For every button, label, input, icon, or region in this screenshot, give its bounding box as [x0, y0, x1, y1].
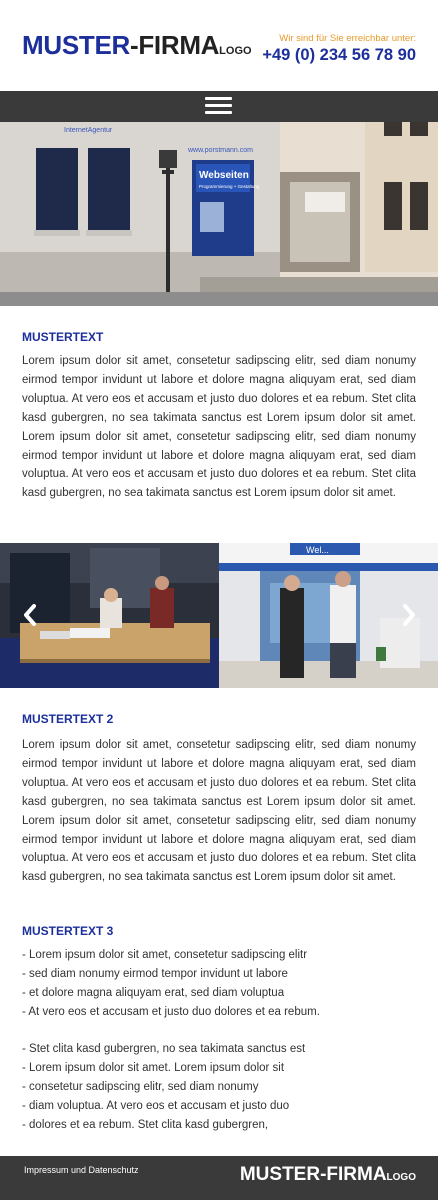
section3-list-1 — [22, 946, 416, 1022]
section3-list-2 — [22, 1040, 416, 1135]
phone-number[interactable]: +49 (0) 234 56 78 90 — [262, 46, 416, 64]
gallery-next-button[interactable] — [396, 600, 422, 630]
list-item: - Stet clita kasd gubergren, no sea takimata sanctus est — [22, 1040, 416, 1059]
section1-text: Lorem ipsum dolor sit amet, consetetur sadipscing elitr, sed diam nonumy eirmod tempor invidunt ut labore et dolore magna aliquyam erat, sed diam voluptua. At vero eos et accusam et justo duo dolores et ea rebum. Stet clita kasd gubergren, no sea takimata sanctus est Lorem ipsum dolor sit amet. Lorem ipsum dolor sit amet, consetetur sadipscing elitr, sed diam nonumy eirmod tempor invidunt ut labore et dolore magna aliquyam erat, sed diam voluptua. At vero eos et accusam et justo duo dolores et ea rebum. Stet clita kasd gubergren, no sea takimata sanctus est Lorem ipsum dolor sit amet. — [22, 355, 416, 500]
contact-info — [262, 33, 416, 65]
logo-part-muster: MUSTER — [22, 30, 130, 60]
logo-suffix: LOGO — [219, 45, 252, 57]
list-item: - Lorem ipsum dolor sit amet, consetetur sadipscing elitr — [22, 946, 416, 965]
imprint-link[interactable]: Impressum und Datenschutz — [24, 1165, 139, 1175]
section3-heading: MUSTERTEXT 3 — [22, 924, 114, 938]
footer-logo-text: MUSTER-FIRMA — [239, 1164, 387, 1185]
list-item: - diam voluptua. At vero eos et accusam et justo duo — [22, 1097, 416, 1116]
list-item: - consetetur sadipscing elitr, sed diam nonumy — [22, 1078, 416, 1097]
hero-image — [0, 122, 438, 306]
company-logo[interactable] — [22, 32, 252, 58]
window-sub-sign: Programmierung + Gestaltung — [199, 184, 260, 189]
navigation-bar — [0, 91, 438, 122]
list-item: - At vero eos et accusam et justo duo dolores et ea rebum. — [22, 1003, 416, 1022]
gallery-prev-button[interactable] — [17, 600, 43, 630]
hamburger-menu-icon[interactable] — [205, 97, 232, 116]
list-item: - sed diam nonumy eirmod tempor invidunt ut labore — [22, 965, 416, 984]
url-sign: www.porstmann.com — [188, 147, 253, 154]
section2-text: Lorem ipsum dolor sit amet, consetetur sadipscing elitr, sed diam nonumy eirmod tempor invidunt ut labore et dolore magna aliquyam erat, sed diam voluptua. At vero eos et accusam et justo duo dolores et ea rebum. Stet clita kasd gubergren, no sea takimata sanctus est Lorem ipsum dolor sit amet. Lorem ipsum dolor sit amet, consetetur sadipscing elitr, sed diam nonumy eirmod tempor invidunt ut labore et dolore magna aliquyam erat, sed diam voluptua. At vero eos et accusam et justo duo dolores et ea rebum. Stet clita kasd gubergren, no sea takimata sanctus est Lorem ipsum dolor sit amet. — [22, 739, 416, 884]
list-item: - et dolore magna aliquyam erat, sed diam voluptua — [22, 984, 416, 1003]
agency-sign: InternetAgentur — [64, 127, 113, 134]
footer — [0, 1156, 438, 1200]
logo-part-firma: -FIRMA — [129, 30, 220, 60]
section1-heading: MUSTERTEXT — [22, 330, 104, 344]
section2-heading: MUSTERTEXT 2 — [22, 712, 114, 726]
header — [0, 0, 438, 91]
gallery-window-text: Wel... — [306, 545, 329, 555]
image-gallery[interactable] — [0, 543, 438, 688]
list-item: - dolores et ea rebum. Stet clita kasd gubergren, — [22, 1116, 416, 1135]
footer-logo[interactable] — [240, 1165, 416, 1184]
gallery-illustration — [0, 543, 438, 688]
contact-label: Wir sind für Sie erreichbar unter: — [279, 33, 416, 44]
list-item: - Lorem ipsum dolor sit amet. Lorem ipsum dolor sit — [22, 1059, 416, 1078]
footer-logo-suffix: LOGO — [386, 1172, 416, 1183]
chevron-right-icon — [396, 600, 422, 630]
window-title-sign: Webseiten — [199, 170, 249, 181]
chevron-left-icon — [17, 600, 43, 630]
storefront-illustration — [0, 122, 438, 306]
